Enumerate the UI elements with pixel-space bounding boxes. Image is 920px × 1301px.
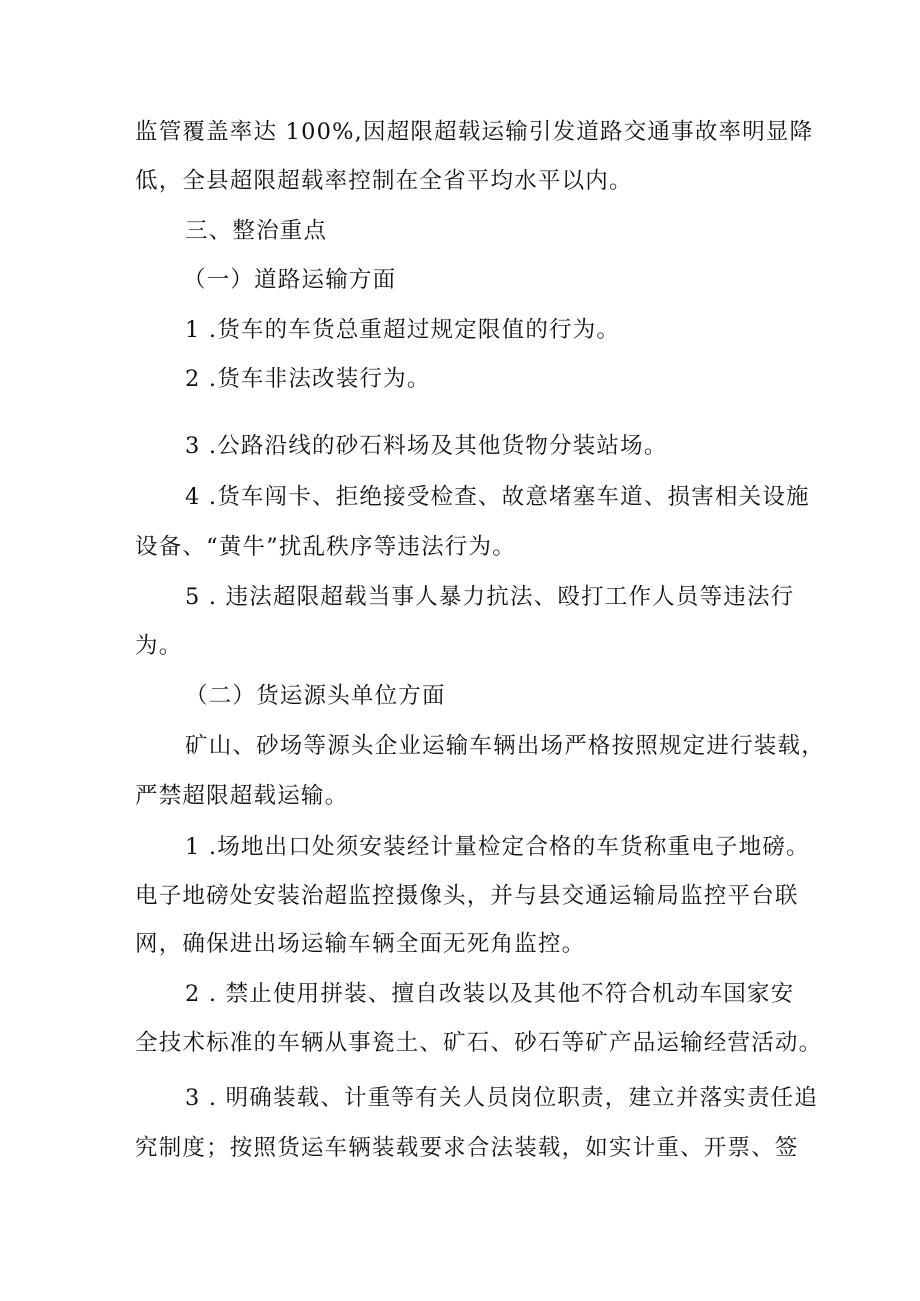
paragraph-line: 低，全县超限超载率控制在全省平均水平以内。 — [135, 168, 633, 194]
paragraph-line: 设备、“黄牛”扰乱秩序等违法行为。 — [135, 534, 516, 560]
list-item: 2 .货车非法改装行为。 — [185, 366, 431, 392]
paragraph-line: 为。 — [135, 633, 183, 659]
paragraph-line: 网，确保进出场运输车辆全面无死角监控。 — [135, 931, 586, 957]
list-item: 4 .货车闯卡、拒绝接受检查、故意堵塞车道、损害相关设施 — [185, 484, 810, 510]
list-item: 5 . 违法超限超载当事人暴力抗法、殴打工作人员等违法行 — [185, 584, 795, 610]
list-item: 3 .公路沿线的砂石料场及其他货物分装站场。 — [185, 433, 668, 459]
paragraph-line: 电子地磅处安装治超监控摄像头，并与县交通运输局监控平台联 — [135, 883, 799, 909]
list-item: 3 . 明确装载、计重等有关人员岗位职责，建立并落实责任追 — [185, 1085, 819, 1111]
paragraph-line: 矿山、砂场等源头企业运输车辆出场严格按照规定进行装载， — [185, 733, 825, 759]
paragraph-line: 究制度；按照货运车辆装载要求合法装载，如实计重、开票、签 — [135, 1135, 799, 1161]
paragraph-line: 全技术标准的车辆从事瓷土、矿石、砂石等矿产品运输经营活动。 — [135, 1030, 823, 1056]
subsection-heading: （二）货运源头单位方面 — [185, 683, 446, 709]
subsection-heading: （一）道路运输方面 — [183, 267, 397, 293]
paragraph-line: 严禁超限超载运输。 — [135, 783, 349, 809]
section-heading: 三、整治重点 — [185, 218, 328, 244]
list-item: 2 . 禁止使用拼装、擅自改装以及其他不符合机动车国家安 — [185, 981, 795, 1007]
list-item: 1 .货车的车货总重超过规定限值的行为。 — [185, 317, 621, 343]
paragraph-line: 监管覆盖率达 100%,因超限超载运输引发道路交通事故率明显降 — [135, 119, 814, 145]
list-item: 1 .场地出口处须安装经计量检定合格的车货称重电子地磅。 — [185, 834, 810, 860]
